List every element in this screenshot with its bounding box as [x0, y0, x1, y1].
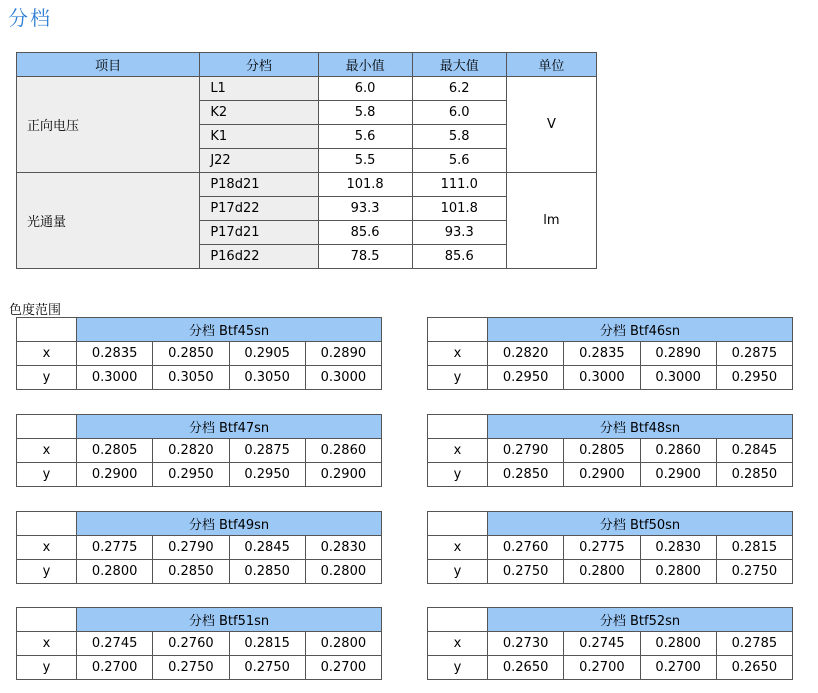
table-row: [17, 656, 382, 680]
x-value: 0.2790: [153, 536, 229, 560]
y-value: 0.2700: [564, 656, 640, 680]
max-value: 101.8: [412, 197, 506, 221]
header-min: 最小值: [318, 53, 412, 77]
chromaticity-label: 色度范围: [9, 303, 62, 318]
bin-code: K1: [200, 125, 318, 149]
axis-label: x: [428, 536, 488, 560]
chromaticity-table: [427, 317, 793, 390]
x-value: 0.2815: [229, 632, 305, 656]
y-value: 0.2900: [305, 463, 381, 487]
y-value: 0.2800: [305, 560, 381, 584]
y-value: 0.2950: [229, 463, 305, 487]
axis-label: x: [428, 439, 488, 463]
x-value: 0.2830: [305, 536, 381, 560]
axis-label: y: [428, 463, 488, 487]
chromaticity-table: [16, 317, 382, 390]
y-value: 0.2900: [564, 463, 640, 487]
bin-table-header: [17, 53, 597, 77]
x-value: 0.2845: [229, 536, 305, 560]
axis-label: x: [17, 342, 77, 366]
y-value: 0.2700: [640, 656, 716, 680]
bin-name: 分档 Btf48sn: [488, 415, 793, 439]
x-value: 0.2775: [77, 536, 153, 560]
y-value: 0.2800: [564, 560, 640, 584]
chromaticity-header: [17, 608, 382, 632]
x-value: 0.2785: [716, 632, 792, 656]
chromaticity-header: [17, 318, 382, 342]
header-spacer: [428, 512, 488, 536]
min-value: 5.5: [318, 149, 412, 173]
x-value: 0.2815: [716, 536, 792, 560]
bin-name: 分档 Btf47sn: [77, 415, 382, 439]
category-luminous-flux: 光通量: [17, 173, 200, 269]
min-value: 5.8: [318, 101, 412, 125]
bin-name: 分档 Btf45sn: [77, 318, 382, 342]
chromaticity-table: [16, 511, 382, 584]
table-row: [428, 366, 793, 390]
unit-lumen: lm: [506, 173, 596, 269]
table-row: [428, 536, 793, 560]
chromaticity-header: [428, 608, 793, 632]
header-spacer: [428, 318, 488, 342]
x-value: 0.2835: [564, 342, 640, 366]
x-value: 0.2790: [488, 439, 564, 463]
axis-label: y: [428, 560, 488, 584]
x-value: 0.2875: [229, 439, 305, 463]
x-value: 0.2775: [564, 536, 640, 560]
table-row: [428, 632, 793, 656]
y-value: 0.3000: [564, 366, 640, 390]
x-value: 0.2760: [153, 632, 229, 656]
axis-label: x: [428, 342, 488, 366]
chromaticity-table: [16, 414, 382, 487]
y-value: 0.2850: [153, 560, 229, 584]
chromaticity-header: [17, 512, 382, 536]
min-value: 5.6: [318, 125, 412, 149]
bin-name: 分档 Btf49sn: [77, 512, 382, 536]
table-row: [428, 656, 793, 680]
table-row: [428, 439, 793, 463]
axis-label: x: [17, 439, 77, 463]
y-value: 0.3000: [640, 366, 716, 390]
y-value: 0.2700: [305, 656, 381, 680]
y-value: 0.2750: [716, 560, 792, 584]
table-row: [428, 463, 793, 487]
max-value: 93.3: [412, 221, 506, 245]
bin-code: P16d22: [200, 245, 318, 269]
y-value: 0.3050: [153, 366, 229, 390]
x-value: 0.2760: [488, 536, 564, 560]
y-value: 0.3050: [229, 366, 305, 390]
x-value: 0.2890: [640, 342, 716, 366]
max-value: 111.0: [412, 173, 506, 197]
x-value: 0.2820: [153, 439, 229, 463]
min-value: 6.0: [318, 77, 412, 101]
y-value: 0.2950: [488, 366, 564, 390]
bin-code: P17d21: [200, 221, 318, 245]
x-value: 0.2890: [305, 342, 381, 366]
table-row: [17, 173, 597, 197]
axis-label: y: [17, 463, 77, 487]
chromaticity-header: [428, 318, 793, 342]
bin-code: P17d22: [200, 197, 318, 221]
y-value: 0.2950: [153, 463, 229, 487]
header-bin: 分档: [200, 53, 318, 77]
y-value: 0.2700: [77, 656, 153, 680]
header-spacer: [17, 318, 77, 342]
axis-label: y: [428, 366, 488, 390]
max-value: 6.2: [412, 77, 506, 101]
header-max: 最大值: [412, 53, 506, 77]
header-unit: 单位: [506, 53, 596, 77]
y-value: 0.2900: [640, 463, 716, 487]
chromaticity-header: [17, 415, 382, 439]
max-value: 5.8: [412, 125, 506, 149]
max-value: 6.0: [412, 101, 506, 125]
y-value: 0.2850: [229, 560, 305, 584]
bin-name: 分档 Btf51sn: [77, 608, 382, 632]
x-value: 0.2745: [77, 632, 153, 656]
bin-table: [16, 52, 597, 269]
x-value: 0.2860: [305, 439, 381, 463]
chromaticity-header: [428, 415, 793, 439]
bin-name: 分档 Btf52sn: [488, 608, 793, 632]
max-value: 85.6: [412, 245, 506, 269]
axis-label: x: [17, 632, 77, 656]
y-value: 0.2850: [488, 463, 564, 487]
x-value: 0.2875: [716, 342, 792, 366]
bin-code: K2: [200, 101, 318, 125]
min-value: 85.6: [318, 221, 412, 245]
y-value: 0.2900: [77, 463, 153, 487]
y-value: 0.2950: [716, 366, 792, 390]
y-value: 0.2750: [488, 560, 564, 584]
bin-code: P18d21: [200, 173, 318, 197]
chromaticity-table: [427, 607, 793, 680]
axis-label: x: [17, 536, 77, 560]
min-value: 78.5: [318, 245, 412, 269]
chromaticity-table: [427, 511, 793, 584]
table-row: [17, 463, 382, 487]
x-value: 0.2845: [716, 439, 792, 463]
table-row: [17, 439, 382, 463]
y-value: 0.2800: [640, 560, 716, 584]
bin-code: L1: [200, 77, 318, 101]
bin-code: J22: [200, 149, 318, 173]
header-spacer: [17, 415, 77, 439]
x-value: 0.2905: [229, 342, 305, 366]
x-value: 0.2745: [564, 632, 640, 656]
axis-label: y: [17, 656, 77, 680]
x-value: 0.2835: [77, 342, 153, 366]
axis-label: x: [428, 632, 488, 656]
header-item: 项目: [17, 53, 200, 77]
y-value: 0.2800: [77, 560, 153, 584]
table-row: [17, 366, 382, 390]
y-value: 0.2650: [488, 656, 564, 680]
category-forward-voltage: 正向电压: [17, 77, 200, 173]
table-row: [17, 560, 382, 584]
table-row: [428, 342, 793, 366]
chromaticity-table: [16, 607, 382, 680]
x-value: 0.2830: [640, 536, 716, 560]
x-value: 0.2800: [305, 632, 381, 656]
max-value: 5.6: [412, 149, 506, 173]
x-value: 0.2820: [488, 342, 564, 366]
x-value: 0.2860: [640, 439, 716, 463]
table-row: [17, 77, 597, 101]
header-spacer: [428, 608, 488, 632]
x-value: 0.2850: [153, 342, 229, 366]
table-row: [17, 632, 382, 656]
min-value: 101.8: [318, 173, 412, 197]
chromaticity-header: [428, 512, 793, 536]
y-value: 0.2650: [716, 656, 792, 680]
header-spacer: [17, 608, 77, 632]
y-value: 0.2750: [153, 656, 229, 680]
bin-name: 分档 Btf46sn: [488, 318, 793, 342]
y-value: 0.3000: [77, 366, 153, 390]
axis-label: y: [17, 560, 77, 584]
page-title: 分档: [8, 6, 52, 30]
y-value: 0.3000: [305, 366, 381, 390]
table-row: [17, 342, 382, 366]
axis-label: y: [17, 366, 77, 390]
min-value: 93.3: [318, 197, 412, 221]
header-spacer: [428, 415, 488, 439]
y-value: 0.2750: [229, 656, 305, 680]
x-value: 0.2805: [77, 439, 153, 463]
x-value: 0.2730: [488, 632, 564, 656]
table-row: [17, 536, 382, 560]
table-row: [428, 560, 793, 584]
x-value: 0.2805: [564, 439, 640, 463]
y-value: 0.2850: [716, 463, 792, 487]
bin-name: 分档 Btf50sn: [488, 512, 793, 536]
unit-voltage: V: [506, 77, 596, 173]
axis-label: y: [428, 656, 488, 680]
header-spacer: [17, 512, 77, 536]
chromaticity-table: [427, 414, 793, 487]
x-value: 0.2800: [640, 632, 716, 656]
